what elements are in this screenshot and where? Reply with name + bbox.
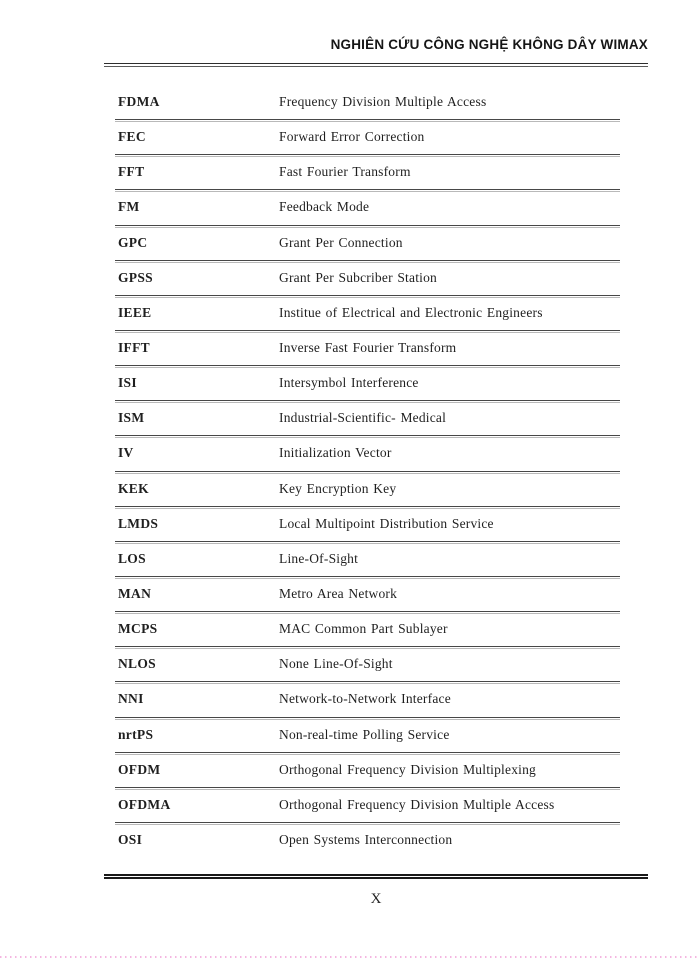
table-row xyxy=(115,614,620,649)
abbreviation-definition: MAC Common Part Sublayer xyxy=(279,621,448,637)
abbreviation-term: MCPS xyxy=(118,621,158,637)
table-row xyxy=(115,755,620,790)
table-row xyxy=(115,544,620,579)
page-number: X xyxy=(370,891,382,907)
table-row xyxy=(115,790,620,825)
table-row xyxy=(115,87,620,122)
table-row xyxy=(115,684,620,719)
abbreviation-definition: Forward Error Correction xyxy=(279,129,425,145)
footer-rule xyxy=(104,874,648,879)
abbreviation-definition: Local Multipoint Distribution Service xyxy=(279,515,494,531)
running-header-title: NGHIÊN CỨU CÔNG NGHỆ KHÔNG DÂY WIMAX xyxy=(330,37,648,52)
abbreviation-definition: Fast Fourier Transform xyxy=(279,164,411,180)
abbreviation-definition: Inverse Fast Fourier Transform xyxy=(279,339,457,355)
abbreviation-definition: Key Encryption Key xyxy=(279,480,397,496)
table-row xyxy=(115,474,620,509)
abbreviation-definition: Non-real-time Polling Service xyxy=(279,726,450,742)
abbreviation-definition: Initialization Vector xyxy=(279,445,392,461)
abbreviation-term: IEEE xyxy=(118,304,152,320)
abbreviation-definition: Orthogonal Frequency Division Multiple Access xyxy=(279,796,555,812)
header-rule xyxy=(104,63,648,67)
table-row xyxy=(115,157,620,192)
table-row xyxy=(115,192,620,227)
abbreviation-term: OSI xyxy=(118,831,143,847)
abbreviation-term: NLOS xyxy=(118,656,156,672)
abbreviation-term: ISM xyxy=(118,410,145,426)
abbreviation-term: FDMA xyxy=(118,94,160,109)
abbreviation-term: GPSS xyxy=(118,269,153,285)
abbreviations-table xyxy=(115,87,620,860)
abbreviation-definition: Frequency Division Multiple Access xyxy=(279,94,487,109)
table-row xyxy=(115,403,620,438)
table-row xyxy=(115,368,620,403)
abbreviation-term: KEK xyxy=(118,480,149,496)
abbreviation-term: NNI xyxy=(118,691,144,707)
abbreviation-term: GPC xyxy=(118,234,148,250)
abbreviation-definition: Open Systems Interconnection xyxy=(279,831,453,847)
abbreviation-term: IV xyxy=(118,445,134,461)
abbreviation-term: LOS xyxy=(118,550,146,566)
table-row xyxy=(115,228,620,263)
abbreviation-definition: Institue of Electrical and Electronic Engineers xyxy=(279,304,543,320)
table-row xyxy=(115,298,620,333)
abbreviation-definition: Metro Area Network xyxy=(279,585,398,601)
table-row xyxy=(115,438,620,473)
abbreviation-term: IFFT xyxy=(118,339,150,355)
abbreviation-definition: Orthogonal Frequency Division Multiplexing xyxy=(279,761,536,777)
abbreviation-term: FEC xyxy=(118,129,146,145)
abbreviation-term: OFDMA xyxy=(118,796,171,812)
table-row xyxy=(115,263,620,298)
abbreviation-definition: Grant Per Subcriber Station xyxy=(279,269,437,285)
abbreviation-definition: None Line-Of-Sight xyxy=(279,656,393,672)
abbreviation-definition: Industrial-Scientific- Medical xyxy=(279,410,447,426)
table-row xyxy=(115,509,620,544)
abbreviation-term: FFT xyxy=(118,164,145,180)
table-row xyxy=(115,720,620,755)
table-row xyxy=(115,579,620,614)
bottom-edge-dotted-line xyxy=(0,956,700,958)
abbreviation-term: LMDS xyxy=(118,515,159,531)
abbreviation-definition: Intersymbol Interference xyxy=(279,375,419,391)
table-row xyxy=(115,825,620,860)
abbreviation-definition: Line-Of-Sight xyxy=(279,550,359,566)
abbreviation-term: FM xyxy=(118,199,140,215)
abbreviation-term: MAN xyxy=(118,585,152,601)
abbreviation-definition: Grant Per Connection xyxy=(279,234,403,250)
table-row xyxy=(115,333,620,368)
abbreviation-term: OFDM xyxy=(118,761,161,777)
table-row xyxy=(115,122,620,157)
abbreviation-definition: Network-to-Network Interface xyxy=(279,691,451,707)
abbreviation-definition: Feedback Mode xyxy=(279,199,370,215)
abbreviation-term: ISI xyxy=(118,375,137,391)
abbreviation-term: nrtPS xyxy=(118,726,154,742)
table-row xyxy=(115,649,620,684)
